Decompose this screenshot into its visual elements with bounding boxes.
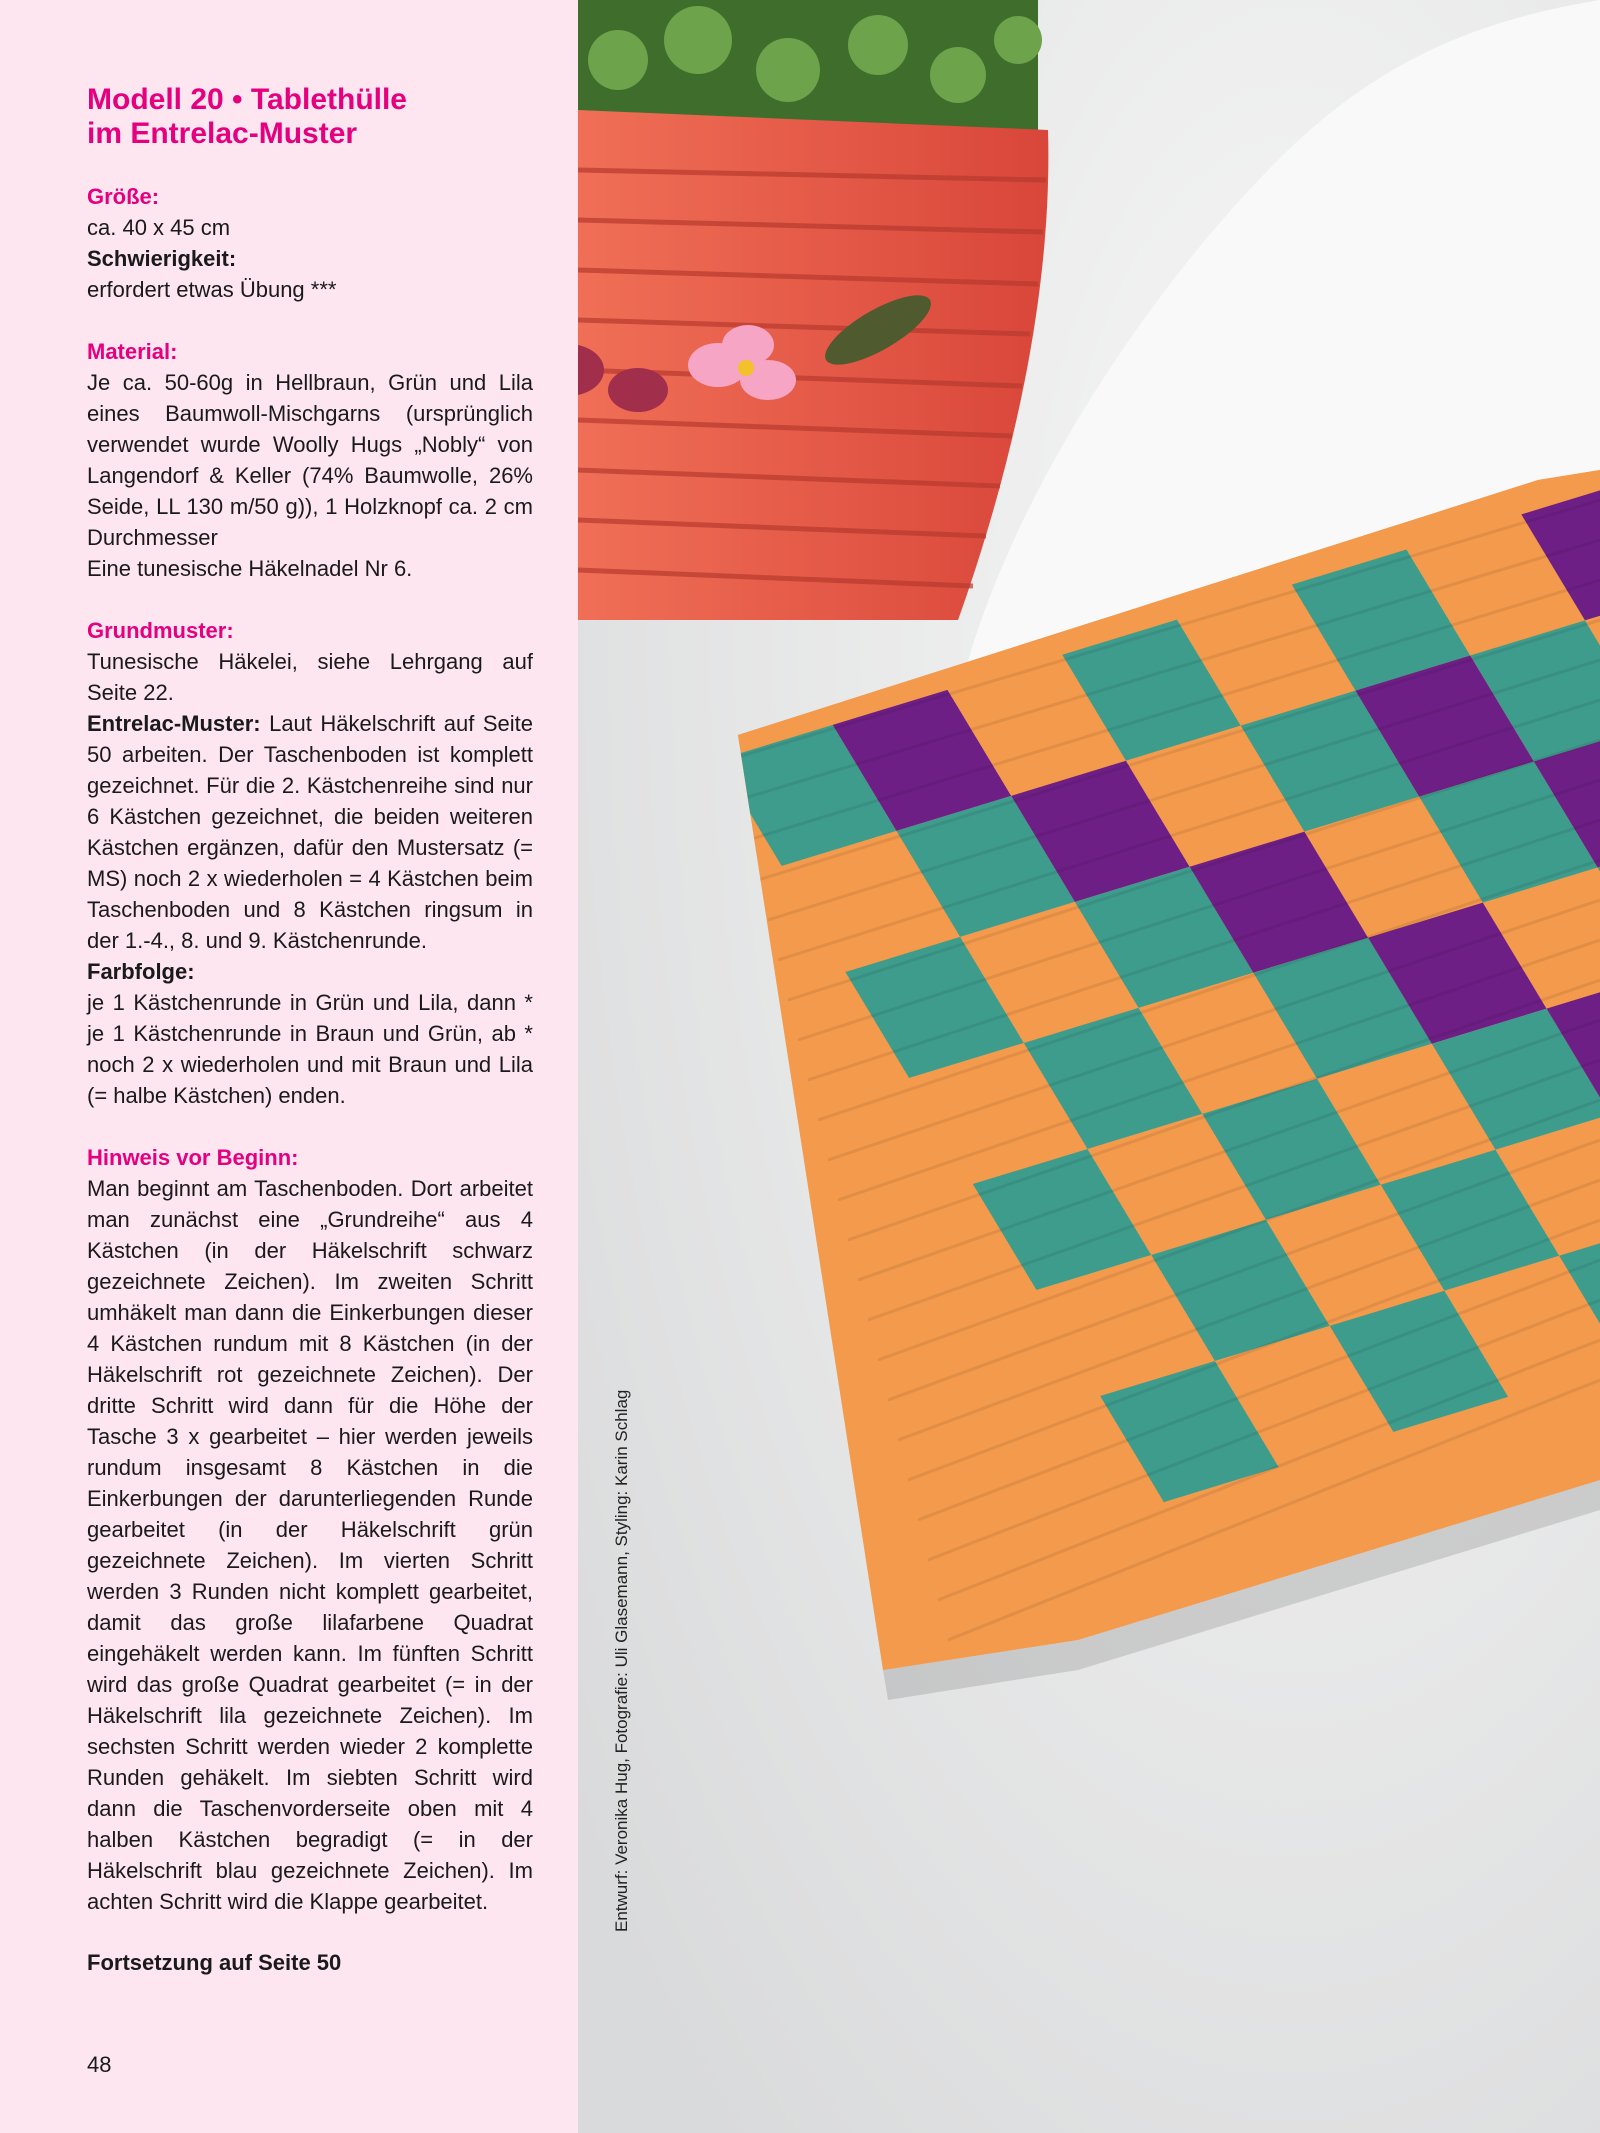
material-label: Material: xyxy=(87,339,178,364)
entrelac-label: Entrelac-Muster: xyxy=(87,711,261,736)
basket-pot xyxy=(578,110,1048,620)
hinweis-label: Hinweis vor Beginn: xyxy=(87,1145,299,1170)
entrelac-paragraph xyxy=(87,708,533,956)
schwierigkeit-label: Schwierigkeit: xyxy=(87,246,237,271)
title-line-1: Modell 20 • Tablethülle xyxy=(87,83,407,116)
photo-illustration xyxy=(578,0,1600,2133)
page-number: 48 xyxy=(87,2052,112,2077)
groesse-value: ca. 40 x 45 cm xyxy=(87,215,231,240)
hinweis-text: Man beginnt am Taschenboden. Dort arbeitet man zunächst eine „Grundreihe“ aus 4 Kästchen (in der Häkelschrift schwarz gezeichnete Zeichen). Im zweiten Schritt umhäkelt man dann die Einkerbungen dieser 4 Kästchen rundum mit 8 Kästchen (in der Häkelschrift rot gezeichnete Zeichen). Der dritte Schritt wird dann für die Höhe der Tasche 3 x gearbeitet – hier werden jeweils rundum insgesamt 8 Kästchen in die Einkerbungen der darunterliegenden Runde gearbeitet (in der Häkelschrift grün gezeichnete Zeichen). Im vierten Schritt werden 3 Runden nicht komplett gearbeitet, damit das große lilafarbene Quadrat eingehäkelt werden kann. Im fünften Schritt wird das große Quadrat gearbeitet (= in der Häkelschrift lila gezeichnete Zeichen). Im sechsten Schritt werden wieder 2 komplette Runden gehäkelt. Im siebten Schritt wird dann die Taschenvorderseite oben mit 4 halben Kästchen begradigt (= in der Häkelschrift blau gezeichnete Zeichen). Im achten Schritt wird die Klappe gearbeitet. xyxy=(87,1176,533,1914)
entrelac-text: Laut Häkelschrift auf Seite 50 arbeiten. Der Taschenboden ist komplett gezeichnet. Für die 2. Kästchenreihe sind nur 6 Kästchen gezeichnet, die beiden weiteren Kästchen ergänzen, dafür den Mustersatz (= MS) noch 2 x wiederholen = 4 Kästchen beim Taschenboden und 8 Kästchen ringsum in der 1.-4., 8. und 9. Kästchenrunde. xyxy=(87,711,533,953)
grundmuster-text: Tunesische Häkelei, siehe Lehrgang auf Seite 22. xyxy=(87,649,533,705)
title-line-2: im Entrelac-Muster xyxy=(87,117,358,150)
farbfolge-label: Farbfolge: xyxy=(87,959,195,984)
photo-credit: Entwurf: Veronika Hug, Fotografie: Uli Glasemann, Styling: Karin Schlag xyxy=(612,1389,631,1932)
page-title xyxy=(87,83,533,151)
grundmuster-label: Grundmuster: xyxy=(87,618,234,643)
material-needle: Eine tunesische Häkelnadel Nr 6. xyxy=(87,556,413,581)
continuation-note: Fortsetzung auf Seite 50 xyxy=(87,1950,342,1975)
material-text: Je ca. 50-60g in Hellbraun, Grün und Lila eines Baumwoll-Mischgarns (ursprünglich verwendet wurde Woolly Hugs „Nobly“ von Langendorf & Keller (74% Baumwolle, 26% Seide, LL 130 m/50 g)), 1 Holzknopf ca. 2 cm Durchmesser xyxy=(87,370,533,550)
farbfolge-text: je 1 Kästchenrunde in Grün und Lila, dann * je 1 Kästchenrunde in Braun und Grün, ab * noch 2 x wiederholen und mit Braun und Lila (= halbe Kästchen) enden. xyxy=(87,990,533,1108)
text-column xyxy=(87,83,533,1978)
schwierigkeit-value: erfordert etwas Übung *** xyxy=(87,277,337,302)
product-photo xyxy=(578,0,1600,2133)
text-sidebar xyxy=(0,0,578,2133)
groesse-label: Größe: xyxy=(87,184,160,209)
